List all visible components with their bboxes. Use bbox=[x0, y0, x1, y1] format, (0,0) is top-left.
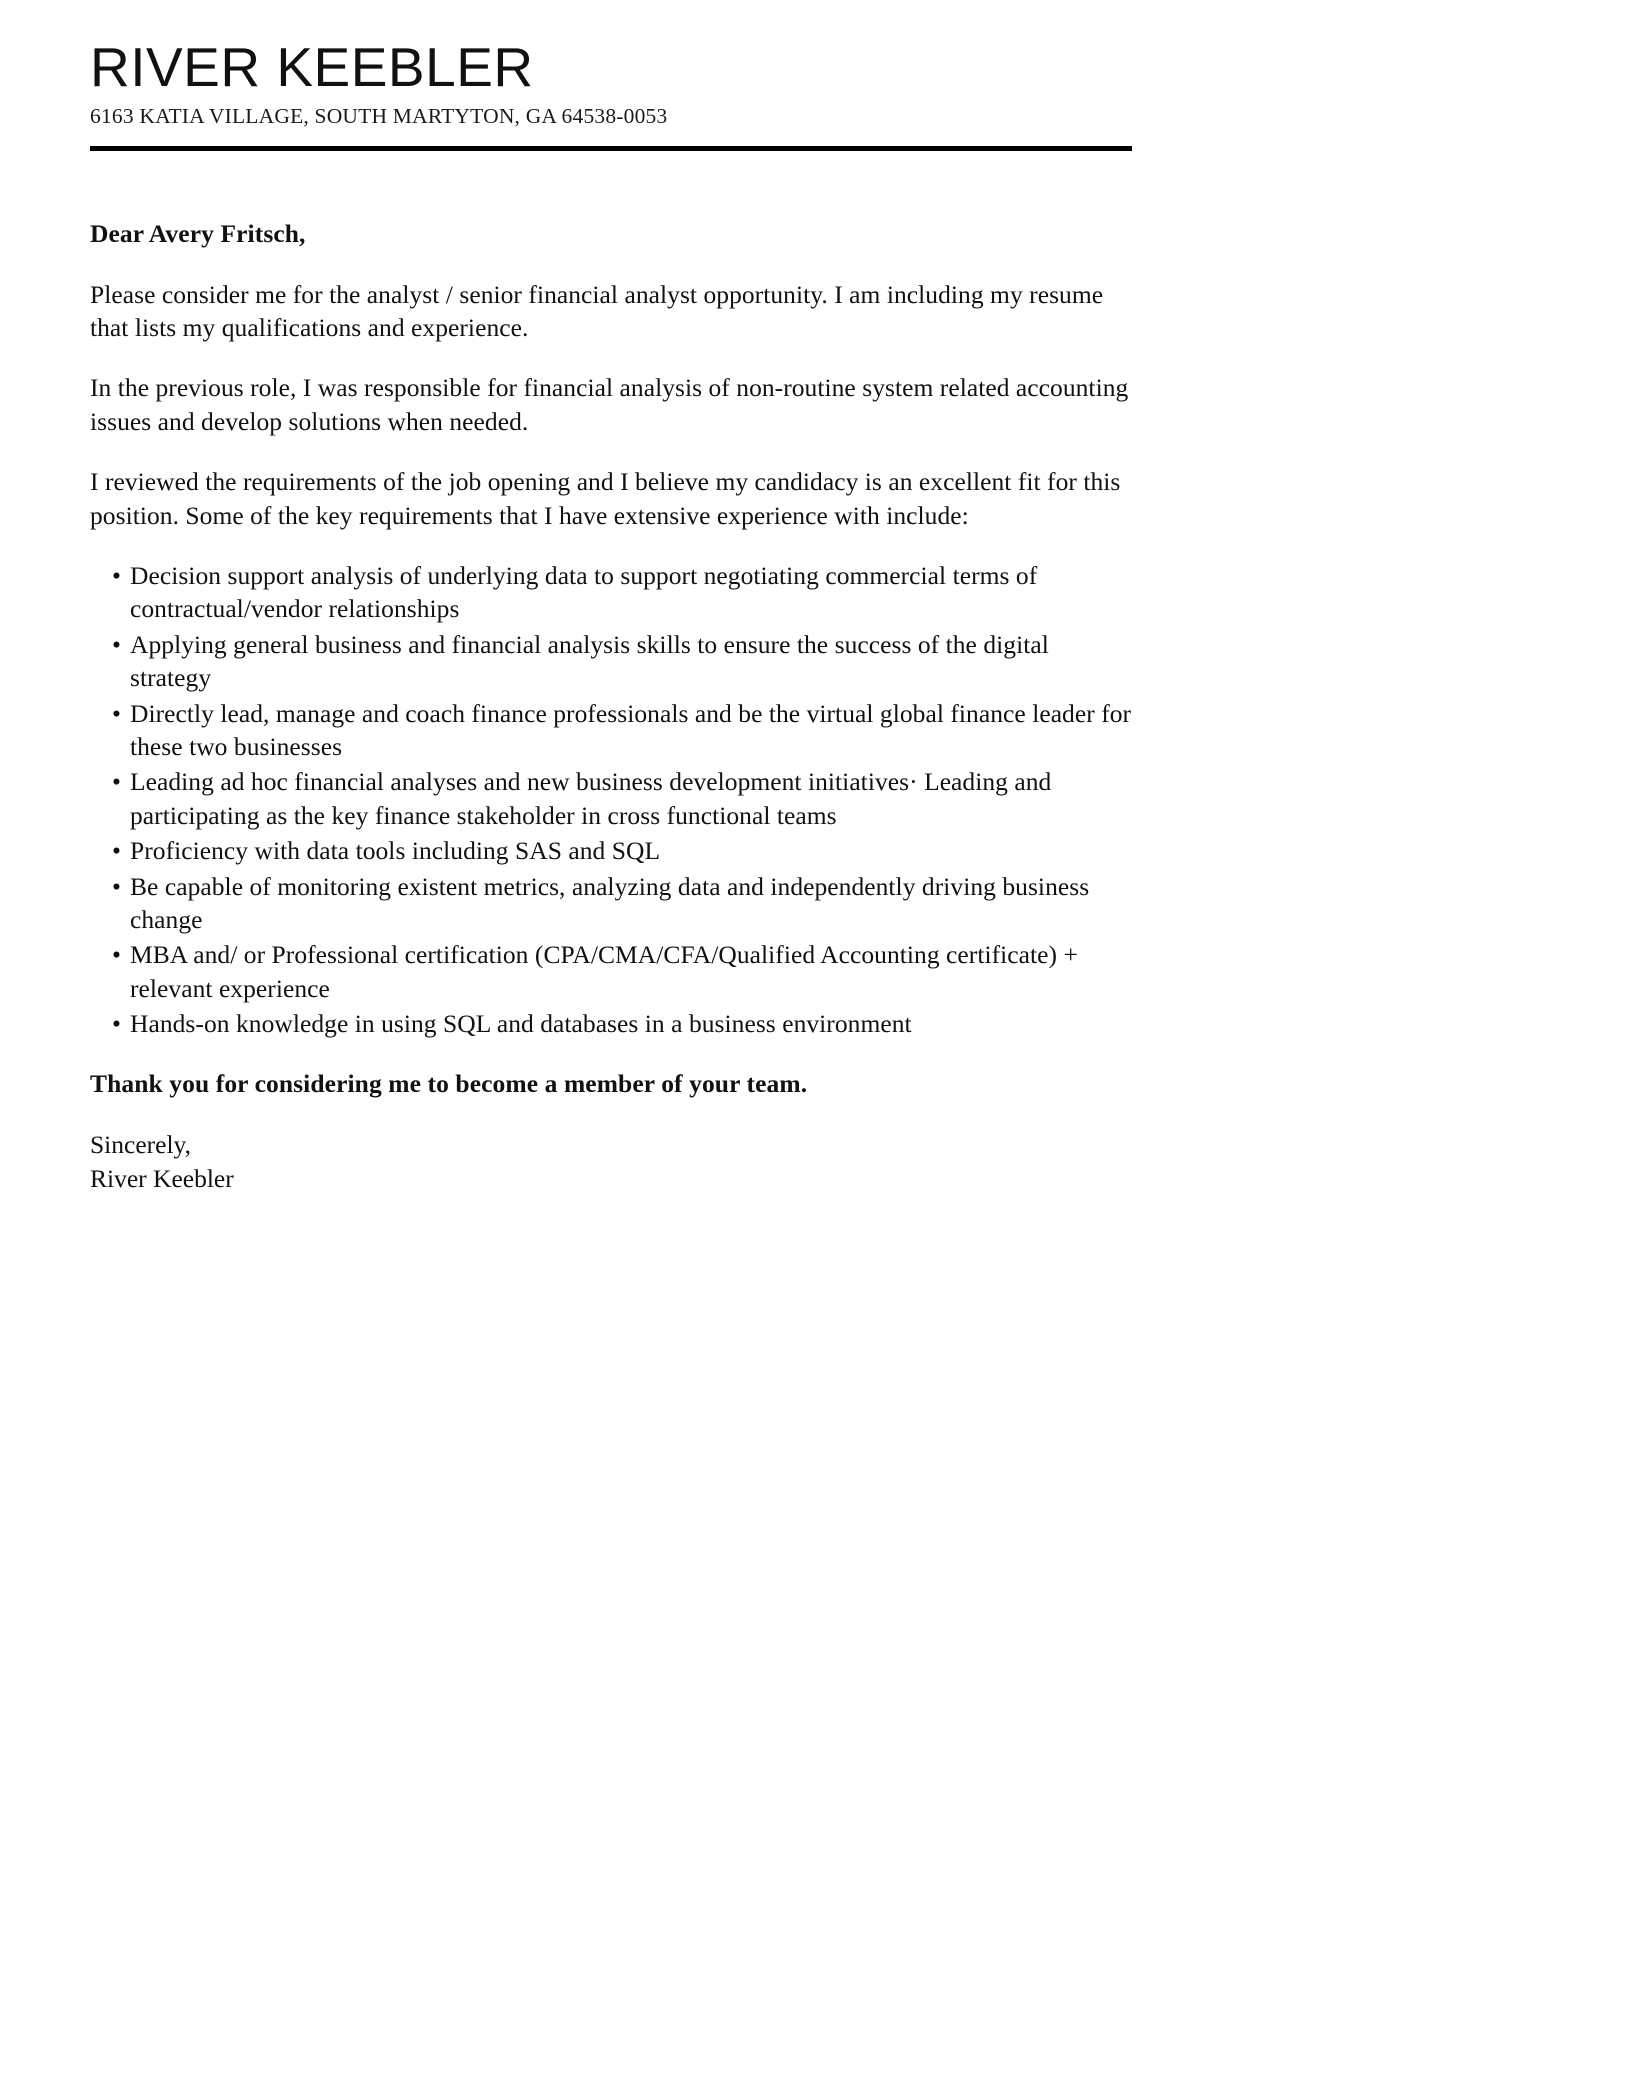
candidate-address: 6163 KATIA VILLAGE, SOUTH MARTYTON, GA 64538-0053 bbox=[90, 104, 668, 129]
bullet-icon: • bbox=[112, 561, 121, 590]
letter-body bbox=[90, 217, 1132, 1196]
list-item bbox=[90, 559, 1132, 626]
paragraph-experience: In the previous role, I was responsible for financial analysis of non-routine system related accounting issues and develop solutions when needed. bbox=[90, 373, 1129, 436]
page-title: RIVER KEEBLER bbox=[90, 36, 534, 98]
bullet-icon: • bbox=[112, 940, 121, 970]
list-item-label: MBA and/ or Professional certification (CPA/CMA/CFA/Qualified Accounting certificate) + relevant experience bbox=[130, 940, 1078, 1003]
list-item bbox=[90, 765, 1132, 832]
letterhead bbox=[90, 0, 1132, 151]
list-item bbox=[90, 938, 1132, 1005]
list-item-label: Applying general business and financial analysis skills to ensure the success of the digital strategy bbox=[130, 629, 1049, 693]
bullet-icon: • bbox=[112, 629, 121, 659]
list-item-label: Leading ad hoc financial analyses and new business development initiatives· Leading and participating as the key finance stakeholder in cross functional teams bbox=[130, 767, 1052, 830]
requirements-list bbox=[90, 559, 1132, 1040]
list-item-label: Hands-on knowledge in using SQL and databases in a business environment bbox=[130, 1009, 912, 1039]
paragraph-requirements-intro: I reviewed the requirements of the job opening and I believe my candidacy is an excellent fit for this position. Some of the key requirements that I have extensive experience with include: bbox=[90, 467, 1121, 530]
bullet-icon: • bbox=[112, 698, 121, 728]
list-item bbox=[90, 870, 1132, 937]
list-item-label: Proficiency with data tools including SAS and SQL bbox=[130, 836, 661, 866]
list-item bbox=[90, 1007, 1132, 1040]
paragraph-intro: Please consider me for the analyst / senior financial analyst opportunity. I am including my resume that lists my qualifications and experience. bbox=[90, 279, 1104, 343]
signature-name: River Keebler bbox=[90, 1164, 234, 1194]
bullet-icon: • bbox=[112, 836, 121, 866]
signoff-block bbox=[90, 1128, 1132, 1197]
signoff-salutation: Sincerely, bbox=[90, 1129, 192, 1159]
document-content bbox=[90, 0, 1132, 1197]
bullet-icon: • bbox=[112, 871, 121, 901]
list-item bbox=[90, 697, 1132, 764]
list-item bbox=[90, 834, 1132, 867]
header-divider bbox=[90, 146, 1132, 151]
list-item-label: Decision support analysis of underlying data to support negotiating commercial terms of contractual/vendor relationships bbox=[130, 561, 1038, 624]
closing-statement: Thank you for considering me to become a member of your team. bbox=[90, 1069, 808, 1099]
bullet-icon: • bbox=[112, 767, 121, 797]
salutation: Dear Avery Fritsch, bbox=[90, 219, 306, 249]
list-item-label: Directly lead, manage and coach finance professionals and be the virtual global finance leader for these two businesses bbox=[130, 698, 1132, 761]
list-item-label: Be capable of monitoring existent metrics, analyzing data and independently driving business change bbox=[130, 871, 1090, 934]
list-item bbox=[90, 628, 1132, 695]
bullet-icon: • bbox=[112, 1009, 121, 1039]
